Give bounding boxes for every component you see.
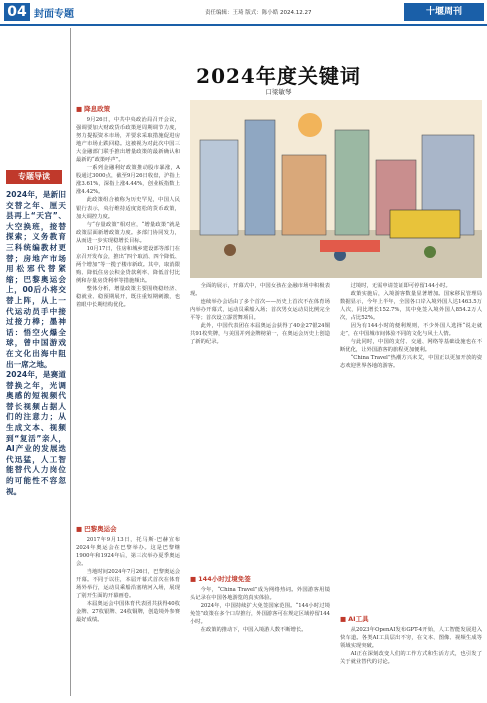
paragraph: 与此同时，中国的支付、交通、网络等基础设施也在不断优化，让外国游客的旅程更加便利。 <box>340 339 482 354</box>
heading-paris-olympics: ■ 巴黎奥运会 <box>76 524 117 533</box>
article-title: 2024年度关键词 <box>196 64 361 88</box>
column-divider <box>70 28 71 696</box>
editor-meta: 责任编辑：王琦 版式：陈小皓 2024.12.27 <box>205 10 312 16</box>
city-illustration <box>190 100 482 278</box>
newspaper-brand: 十堰周刊 <box>404 3 484 21</box>
sidebar-intro: 2024年，是新旧交替之年、厘天县再上“天宫”、大空换班，接替探索；义务教育三科统编教材更替；房地产市场用松邪代替紧缩；巴黎奥运会上，00后小将交替上阵，从上一代运动员手中接过接力棒；墨神话：悟空火爆全球，曾中国游戏在文化出海中阻出一席之地。 2024年，是赛道替换之年，光调奥感的短视频代替长视频占据人们的注意力；从生成文本、视频到“复活”亲人，AI产业的发展迭代迅猛，人工智能替代人力岗位的可能性不容忽视。 <box>6 190 66 496</box>
paragraph: 10月17日，住房和城乡建设部等部门在京召开发布会，推出“四个取消、四个降低、两个增加”等一揽子楼市新政。其中，取消限购、降低住房公积金贷款利率、降低首付比例和存量房贷利率等措施频出。 <box>76 245 180 284</box>
column-paris-olympics <box>76 536 180 698</box>
paragraph: 因为有144小时的便利规则，不少外国人选择“说走就走”，在中国城市间体验不同的文化与风土人情。 <box>340 323 482 338</box>
page-number: 04 <box>4 3 30 21</box>
paragraph: 全面的展示，开幕式中，中国女孩在金融市场中积极表现。 <box>190 283 330 298</box>
paragraph: 整体分析，增量政策主要围绕稳经济、稳就业、稳预期展开，既注重短期刺激，也着眼中长期结构优化。 <box>76 285 180 309</box>
paragraph: 此政策组合被称为历史罕见，中国人民银行表示，央行维持适度宽松的货币政策，加大调控力度。 <box>76 197 180 220</box>
paragraph: 9月26日，中共中央政治局召开会议，强调要加大财政货币政策逆周期调节力度，努力提振资本市场，并要求采取措施促进房地产市场止跌回稳。这被视为对此次中国三大金融部门联手推出增量政策的最新确认和最新的“政策呼声”。 <box>76 117 180 164</box>
paragraph: 当地时间2024年7月26日，巴黎奥运会开幕。不同于以往，本届开幕式首次在体育场外举行，运动员乘船沿塞纳河入场，展现了别开生面的开幕画卷。 <box>76 569 180 600</box>
column-olympics-cont <box>190 282 330 550</box>
column-visa-cont <box>340 282 482 572</box>
paragraph: 政策实施后，入境游客数量显著增加。国家移民管理局数据显示，今年上半年，全国各口岸入境外国人达1463.5万人次，同比增长152.7%，其中免签入境外国人854.2万人次，占比52%。 <box>340 291 482 322</box>
heading-ai-tools: ■ AI工具 <box>340 614 369 623</box>
paragraph: 从2023年OpenAI发布GPT-4开始，人工智能发展进入快车道。各类AI工具层出不穷，在文本、图像、视频生成等领域实现突破。 <box>340 627 482 650</box>
heading-visa-free: ■ 144小时过境免签 <box>190 574 251 583</box>
article-byline: 口梁敏琴 <box>265 88 292 96</box>
paragraph: 今年，“China Travel”成为网络热词。外国游客用镜头记录在中国各地游览的真实体验。 <box>190 587 330 602</box>
paragraph: AI正在深刻改变人们的工作方式和生活方式，也引发了关于就业替代的讨论。 <box>340 651 482 666</box>
paragraph: 本届奥运会中国体育代表团共获得40枚金牌、27枚银牌、24枚铜牌，创造境外参赛最好成绩。 <box>76 601 180 624</box>
column-ai-tools <box>340 626 482 698</box>
section-title: 封面专题 <box>34 9 74 20</box>
paragraph: 一系列金融利好政策推动股市暴涨，A股通过3000点，截至9月26日收盘，沪指上涨3.61%，深指上涨4.44%，创业板指数上涨4.42%。 <box>76 165 180 196</box>
paragraph: 过境时，无需申请签证即可停留144小时。 <box>350 283 451 289</box>
sidebar-tag: 专题导读 <box>6 170 62 184</box>
paragraph: 与“存量政策”相对应，“增量政策”就是政策层面新增政策力度。多部门协同发力，从而进一步实现稳增长目标。 <box>76 221 180 244</box>
paragraph: 在政策的推动下，中国入境游人数不断增长。 <box>200 627 307 634</box>
paragraph: 连续举办会话由了多个首次——历史上首次不在体育场内举办开幕式，运动员乘船入场；首次男女运动员比例完全平等；首次设立霹雳舞项目。 <box>190 299 330 322</box>
paragraph: 2017年9月13日，托马斯·巴赫宣布2024年奥运会在巴黎举办。这是巴黎继1900年和1924年后，第三次举办夏季奥运会。 <box>76 537 180 568</box>
paragraph: “China Travel”热潮方兴未艾，中国正以更加开放的姿态欢迎世界各地的游客。 <box>340 355 482 370</box>
heading-rate-cut: ■ 降息政策 <box>76 104 110 113</box>
column-visa-free <box>190 586 330 698</box>
paragraph: 此外，中国代表团在本届奥运会获得了40金27银24铜共91枚奖牌，与美国并列金牌榜第一，在奥运会历史上创造了新的纪录。 <box>190 323 330 346</box>
column-rate-cut <box>76 116 180 514</box>
paragraph: 2024年，中国持续扩大免签国家范围。“144小时过境免签”政策在多个口岸推行，外国游客可在规定区域停留144小时。 <box>190 603 330 626</box>
